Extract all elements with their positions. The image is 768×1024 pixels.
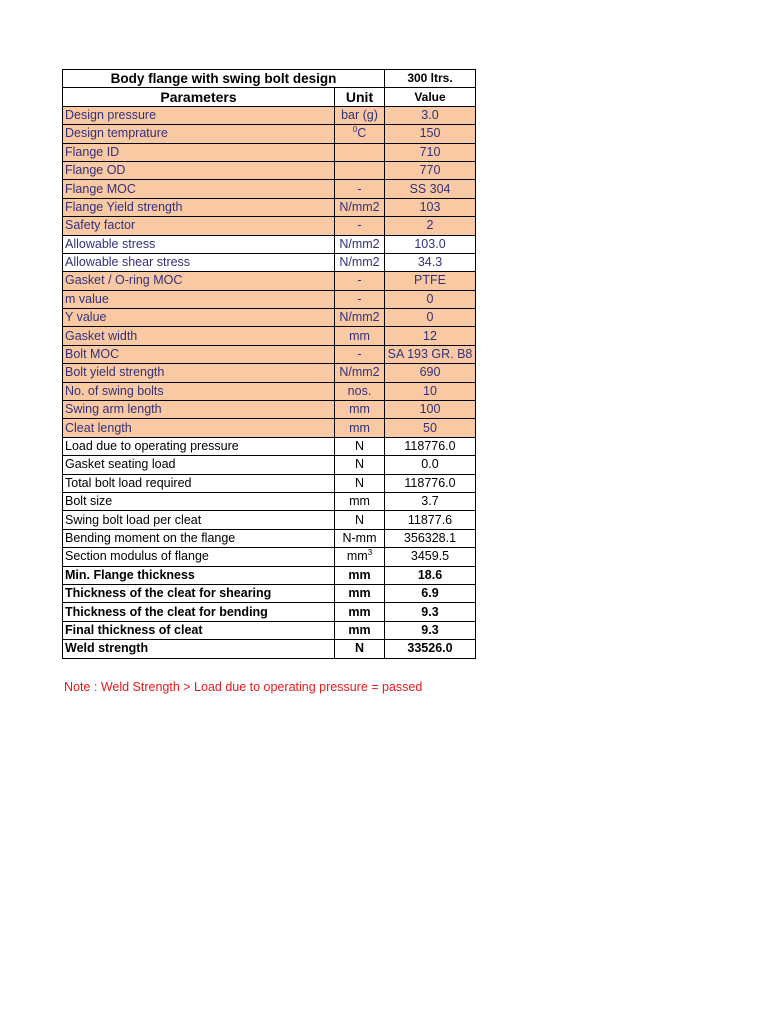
unit-cell: N/mm2 xyxy=(335,198,385,216)
table-row xyxy=(63,401,476,419)
unit-cell: mm xyxy=(335,401,385,419)
table-row xyxy=(63,143,476,161)
unit-cell: N-mm xyxy=(335,529,385,547)
unit-cell: N/mm2 xyxy=(335,235,385,253)
unit-cell xyxy=(335,161,385,179)
parameter-cell: Allowable stress xyxy=(63,235,335,253)
unit-cell: - xyxy=(335,290,385,308)
value-cell: 18.6 xyxy=(385,566,476,584)
table-body xyxy=(63,70,476,659)
value-cell: 710 xyxy=(385,143,476,161)
value-cell: 103.0 xyxy=(385,235,476,253)
parameter-cell: Bending moment on the flange xyxy=(63,529,335,547)
unit-cell xyxy=(335,143,385,161)
unit-cell: - xyxy=(335,180,385,198)
table-row xyxy=(63,125,476,143)
unit-cell: N/mm2 xyxy=(335,253,385,271)
table-row xyxy=(63,345,476,363)
unit-cell: N xyxy=(335,456,385,474)
table-row xyxy=(63,382,476,400)
parameter-cell: Bolt yield strength xyxy=(63,364,335,382)
parameter-cell: m value xyxy=(63,290,335,308)
unit-cell: nos. xyxy=(335,382,385,400)
unit-cell: N xyxy=(335,474,385,492)
value-cell: 2 xyxy=(385,217,476,235)
title-row xyxy=(63,70,476,88)
table-row xyxy=(63,511,476,529)
parameter-cell: Gasket / O-ring MOC xyxy=(63,272,335,290)
parameter-cell: Total bolt load required xyxy=(63,474,335,492)
value-cell: 3459.5 xyxy=(385,548,476,566)
value-cell: 50 xyxy=(385,419,476,437)
parameter-cell: Min. Flange thickness xyxy=(63,566,335,584)
parameter-cell: Swing bolt load per cleat xyxy=(63,511,335,529)
unit-cell: mm xyxy=(335,584,385,602)
parameter-cell: Y value xyxy=(63,309,335,327)
value-cell: 33526.0 xyxy=(385,640,476,658)
parameter-cell: Section modulus of flange xyxy=(63,548,335,566)
value-cell: 6.9 xyxy=(385,584,476,602)
table-row xyxy=(63,603,476,621)
value-cell: 118776.0 xyxy=(385,474,476,492)
parameter-cell: Design temprature xyxy=(63,125,335,143)
table-row xyxy=(63,566,476,584)
table-row xyxy=(63,584,476,602)
table-row xyxy=(63,272,476,290)
unit-cell: $^0$C xyxy=(335,125,385,143)
flange-design-table xyxy=(62,69,476,659)
header-unit: Unit xyxy=(335,88,385,106)
header-value: Value xyxy=(385,88,476,106)
table-row xyxy=(63,640,476,658)
table-row xyxy=(63,106,476,124)
unit-cell: N xyxy=(335,511,385,529)
table-row xyxy=(63,492,476,510)
value-cell: 34.3 xyxy=(385,253,476,271)
value-cell: 11877.6 xyxy=(385,511,476,529)
parameter-cell: Cleat length xyxy=(63,419,335,437)
unit-cell: N xyxy=(335,437,385,455)
parameter-cell: Flange ID xyxy=(63,143,335,161)
parameter-cell: Load due to operating pressure xyxy=(63,437,335,455)
unit-cell: - xyxy=(335,217,385,235)
parameter-cell: Allowable shear stress xyxy=(63,253,335,271)
unit-cell: N/mm2 xyxy=(335,364,385,382)
unit-cell: bar (g) xyxy=(335,106,385,124)
table-row xyxy=(63,364,476,382)
parameter-cell: Flange MOC xyxy=(63,180,335,198)
table-row xyxy=(63,327,476,345)
parameter-cell: Bolt size xyxy=(63,492,335,510)
value-cell: 0 xyxy=(385,309,476,327)
table-row xyxy=(63,161,476,179)
value-cell: 9.3 xyxy=(385,621,476,639)
value-cell: 690 xyxy=(385,364,476,382)
parameter-cell: Flange Yield strength xyxy=(63,198,335,216)
parameter-cell: Gasket width xyxy=(63,327,335,345)
header-row xyxy=(63,88,476,106)
table-row xyxy=(63,548,476,566)
parameter-cell: Thickness of the cleat for shearing xyxy=(63,584,335,602)
header-parameters: Parameters xyxy=(63,88,335,106)
unit-cell: mm xyxy=(335,603,385,621)
table-row xyxy=(63,253,476,271)
value-cell: 118776.0 xyxy=(385,437,476,455)
value-cell: 10 xyxy=(385,382,476,400)
table-row xyxy=(63,309,476,327)
unit-cell: N/mm2 xyxy=(335,309,385,327)
value-cell: 0.0 xyxy=(385,456,476,474)
table-row xyxy=(63,437,476,455)
value-cell: 9.3 xyxy=(385,603,476,621)
table-row xyxy=(63,290,476,308)
table-row xyxy=(63,217,476,235)
parameter-cell: Swing arm length xyxy=(63,401,335,419)
value-cell: 3.7 xyxy=(385,492,476,510)
value-cell: 770 xyxy=(385,161,476,179)
value-cell: 100 xyxy=(385,401,476,419)
result-note: Note : Weld Strength > Load due to operating pressure = passed xyxy=(64,680,423,694)
unit-cell: - xyxy=(335,345,385,363)
table-row xyxy=(63,198,476,216)
value-cell: 12 xyxy=(385,327,476,345)
unit-cell: N xyxy=(335,640,385,658)
table-row xyxy=(63,456,476,474)
parameter-cell: Safety factor xyxy=(63,217,335,235)
table-row xyxy=(63,474,476,492)
table-row xyxy=(63,529,476,547)
unit-cell: mm xyxy=(335,327,385,345)
table-title: Body flange with swing bolt design xyxy=(63,70,385,88)
parameter-cell: Final thickness of cleat xyxy=(63,621,335,639)
unit-cell: - xyxy=(335,272,385,290)
table-row xyxy=(63,180,476,198)
parameter-cell: Design pressure xyxy=(63,106,335,124)
unit-cell: mm xyxy=(335,419,385,437)
parameter-cell: Thickness of the cleat for bending xyxy=(63,603,335,621)
unit-cell: mm xyxy=(335,566,385,584)
value-cell: SS 304 xyxy=(385,180,476,198)
capacity-cell: 300 ltrs. xyxy=(385,70,476,88)
value-cell: 150 xyxy=(385,125,476,143)
parameter-cell: Flange OD xyxy=(63,161,335,179)
value-cell: PTFE xyxy=(385,272,476,290)
unit-cell: mm xyxy=(335,621,385,639)
value-cell: 356328.1 xyxy=(385,529,476,547)
unit-cell: $mm^3$ xyxy=(335,548,385,566)
value-cell: SA 193 GR. B8 xyxy=(385,345,476,363)
parameter-cell: Weld strength xyxy=(63,640,335,658)
unit-cell: mm xyxy=(335,492,385,510)
table-row xyxy=(63,419,476,437)
parameter-cell: Gasket seating load xyxy=(63,456,335,474)
parameter-cell: Bolt MOC xyxy=(63,345,335,363)
value-cell: 103 xyxy=(385,198,476,216)
value-cell: 0 xyxy=(385,290,476,308)
value-cell: 3.0 xyxy=(385,106,476,124)
parameter-cell: No. of swing bolts xyxy=(63,382,335,400)
table-row xyxy=(63,235,476,253)
table-row xyxy=(63,621,476,639)
